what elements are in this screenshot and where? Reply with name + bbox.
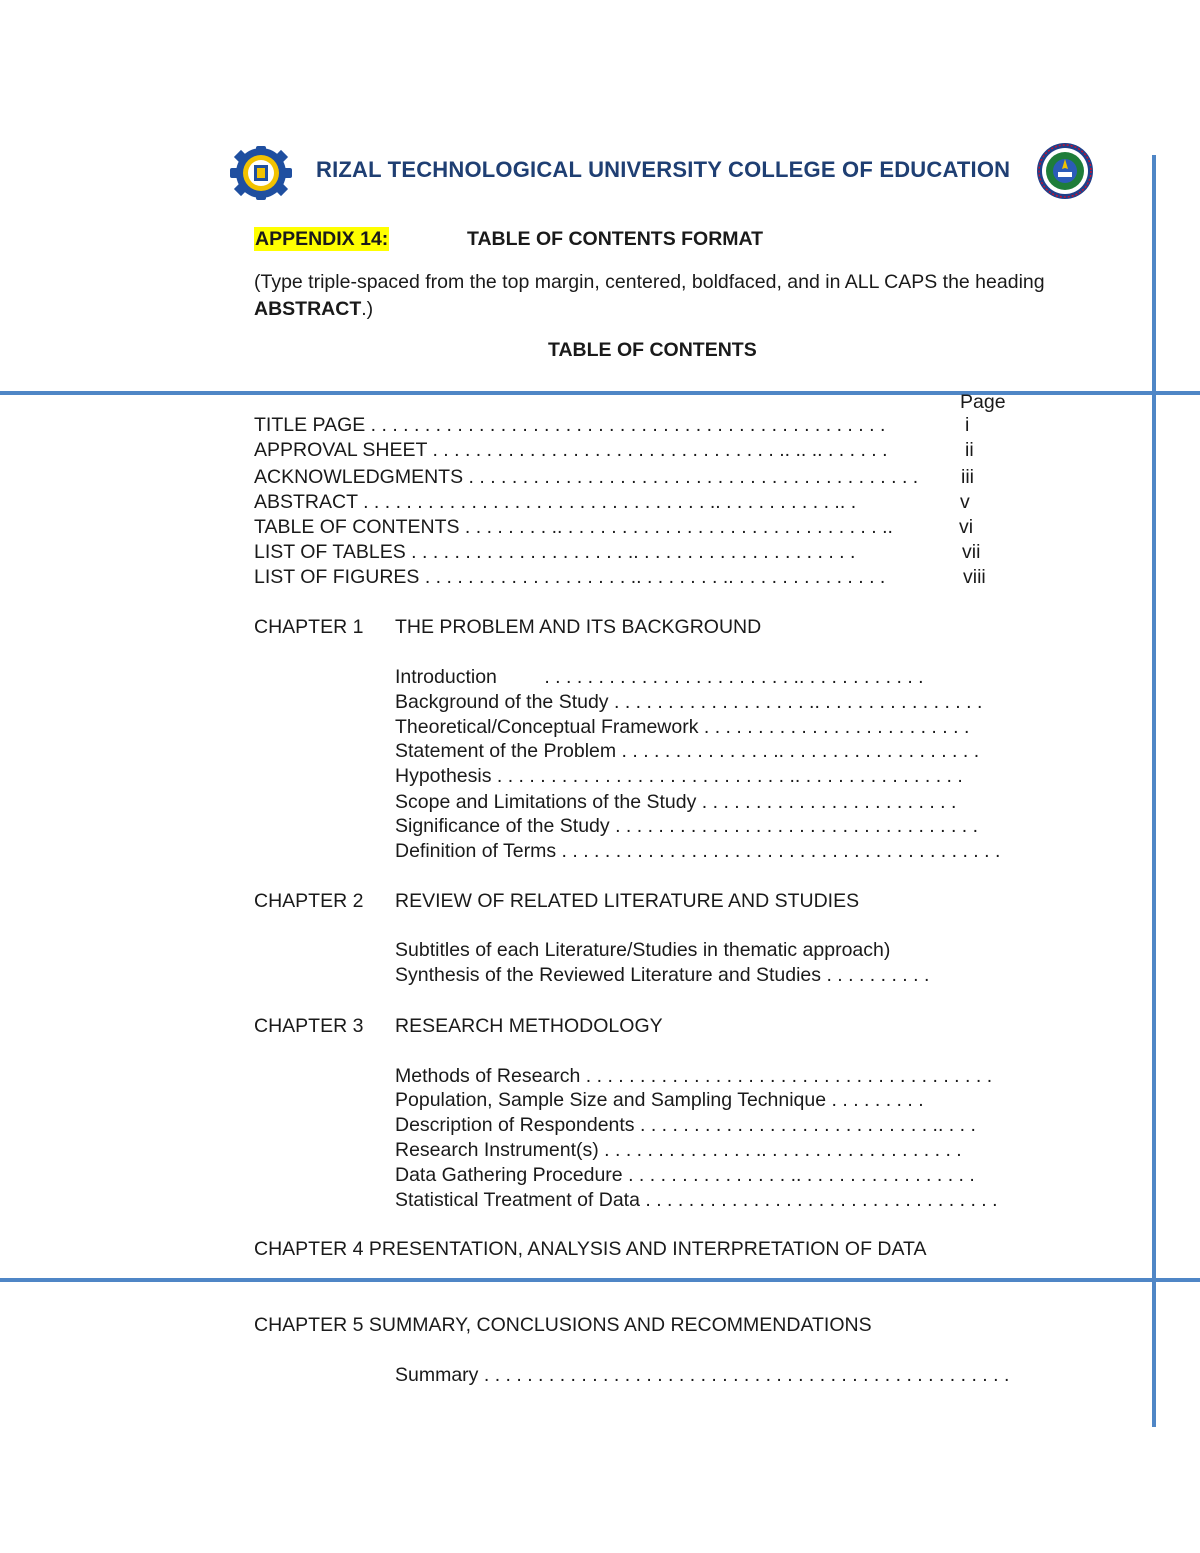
chapter-heading-line [254,1237,927,1261]
right-vertical-rule [1152,155,1156,1427]
bottom-horizontal-rule [0,1278,1200,1282]
chapter-number: CHAPTER 1 [254,616,364,638]
toc-section [395,1113,976,1137]
chapter-title: RESEARCH METHODOLOGY [395,1015,663,1037]
leader-dots: . . . . . . . . . . . . . . . . . . . . . . . . . . . .. . . . . . . . . . . . . . . . [496,765,963,787]
toc-entry-title: TITLE PAGE [254,414,366,436]
toc-section [395,963,929,987]
leader-dots: . . . . . . . . . . . . . . . . . . . . . . . . . . . . . . . . . . [615,815,979,837]
section-title: Significance of the Study [395,815,610,837]
instruction-note [254,269,1074,323]
toc-entry-title: LIST OF FIGURES [254,566,420,588]
toc-section [395,1188,998,1212]
chapter-number: CHAPTER 2 [254,890,364,912]
chapter-title: REVIEW OF RELATED LITERATURE AND STUDIES [395,890,860,912]
chapter-heading-line [254,1313,872,1337]
leader-dots: . . . . . . . . . . . . . . . . . . . . . . . . . . . . . . . . . [645,1189,998,1211]
leader-dots: . . . . . . . . . . . . . . . . . . . . . . . .. . . . . . . . . . . . [544,666,924,688]
college-of-education-seal-logo [1036,142,1094,200]
leader-dots: . . . . . . . . . . . . . . . .. . . . . . . . . . . . . . . . . [628,1164,975,1186]
toc-entry-title: TABLE OF CONTENTS [254,516,460,538]
toc-entry [254,490,856,514]
section-title: Summary [395,1364,479,1386]
toc-entry [254,465,918,489]
toc-entry-title: APPROVAL SHEET [254,439,428,461]
toc-section [395,1064,992,1088]
toc-section [395,938,890,962]
leader-dots: . . . . . . . . . [831,1089,924,1111]
toc-entry [254,565,885,589]
toc-entry [254,540,855,564]
toc-entry-page: ii [965,439,974,461]
top-horizontal-rule [0,391,1200,395]
section-title: Synthesis of the Reviewed Literature and Studies [395,964,822,986]
toc-entry [254,438,888,462]
toc-heading: TABLE OF CONTENTS [548,339,757,361]
toc-section [395,715,969,739]
section-title: Statistical Treatment of Data [395,1189,640,1211]
section-title: Statement of the Problem [395,740,617,762]
toc-entry-title: ACKNOWLEDGMENTS [254,466,464,488]
chapter-number: CHAPTER 5 [254,1314,364,1336]
chapter-number: CHAPTER 4 [254,1238,364,1260]
toc-section [395,839,1000,863]
page-column-label: Page [960,391,1006,413]
rtu-seal-logo [230,146,292,200]
section-title: Methods of Research [395,1065,581,1087]
leader-dots: . . . . . . . . . . . . . . . . . . . . . . . . . . . . . . . . . . . . . . . . . [561,840,1001,862]
leader-dots: . . . . . . . . . . . . . . . . . . . . . . . . . [703,716,970,738]
instruction-bold-word: ABSTRACT [254,298,362,320]
section-title: Hypothesis [395,765,492,787]
section-title: Background of the Study [395,691,609,713]
toc-entry-page: v [960,491,970,513]
leader-dots: . . . . . . . . . . . . . . . . . . . . .. . . . . . . . . . . . . . . . . . . . . [411,541,856,563]
leader-dots: . . . . . . . . . . . . . . . . . . . . . . . . . . . . . . . . . . . . . . [585,1065,993,1087]
section-title: Definition of Terms [395,840,557,862]
toc-section [395,739,979,763]
instruction-prefix: (Type triple-spaced from the top margin, centered, boldfaced, and in ALL CAPS the heading [254,271,1045,293]
toc-section [395,764,963,788]
toc-entry-page: i [965,414,970,436]
toc-section [395,665,924,689]
leader-dots: . . . . . . . . . . . . . . .. . . . . . . . . . . . . . . . . . . [621,740,980,762]
toc-entry-title: LIST OF TABLES [254,541,406,563]
toc-entry-page: vi [959,516,974,538]
section-title: Data Gathering Procedure [395,1164,623,1186]
toc-section [395,690,982,714]
section-title: Population, Sample Size and Sampling Technique [395,1089,827,1111]
leader-dots: . . . . . . . . . . . . . . . . . . . . . . . . . . . . . . . . . . . . . . . . . . . . . . . . [370,414,886,436]
leader-dots: . . . . . . . . . . . . . . . . . . . . . . . . . . . . . . . . . . . . . . . . . . . . . . . . . [483,1364,1010,1386]
section-title: Theoretical/Conceptual Framework [395,716,699,738]
chapter-title: PRESENTATION, ANALYSIS AND INTERPRETATION OF DATA [368,1238,927,1260]
toc-entry-page: vii [962,541,981,563]
toc-entry-page: iii [961,466,974,488]
instruction-suffix: .) [361,298,374,320]
appendix-label: APPENDIX 14: [255,228,389,250]
leader-dots: . . . . . . . . . . . . . . .. . . . . . . . . . . . . . . . . . . [604,1139,962,1161]
appendix-title: TABLE OF CONTENTS FORMAT [467,228,764,250]
toc-section [395,814,978,838]
leader-dots: . . . . . . . . .. . . . . . . . . . . . . . . . . . . . . . . . . . . . . . .. [464,516,893,538]
toc-entry [254,413,885,437]
institution-name: RIZAL TECHNOLOGICAL UNIVERSITY COLLEGE OF EDUCATION [316,157,1011,182]
toc-entry-title: ABSTRACT [254,491,358,513]
leader-dots: . . . . . . . . . . [826,964,930,986]
leader-dots: . . . . . . . . . . . . . . . . . . . . . . . . . . . .. . . . [639,1114,976,1136]
section-title: Scope and Limitations of the Study [395,791,697,813]
section-title: Description of Respondents [395,1114,635,1136]
toc-entry [254,515,893,539]
toc-section [395,1088,924,1112]
section-title: Subtitles of each Literature/Studies in thematic approach) [395,939,891,961]
toc-section [395,1163,975,1187]
toc-section [395,1363,1009,1387]
leader-dots: . . . . . . . . . . . . . . . . . . . . . . . . . . . . . . . . .. . . . . . . . . . . .. . [363,491,857,513]
leader-dots: . . . . . . . . . . . . . . . . . . . . . . . . . . . . . . . . .. .. .. . . . . . . [432,439,888,461]
leader-dots: . . . . . . . . . . . . . . . . . . . .. . . . . . . . .. . . . . . . . . . . . . . . [424,566,886,588]
section-title: Introduction [395,666,497,688]
leader-dots: . . . . . . . . . . . . . . . . . . . . . . . . [701,791,957,813]
chapter-title: SUMMARY, CONCLUSIONS AND RECOMMENDATIONS [368,1314,872,1336]
toc-section [395,1138,962,1162]
toc-section [395,790,956,814]
leader-dots: . . . . . . . . . . . . . . . . . . . . . . . . . . . . . . . . . . . . . . . . . . [468,466,919,488]
chapter-title: THE PROBLEM AND ITS BACKGROUND [395,616,762,638]
section-title: Research Instrument(s) [395,1139,599,1161]
toc-entry-page: viii [963,566,986,588]
leader-dots: . . . . . . . . . . . . . . . . . . .. . . . . . . . . . . . . . . . [613,691,983,713]
chapter-number: CHAPTER 3 [254,1015,364,1037]
